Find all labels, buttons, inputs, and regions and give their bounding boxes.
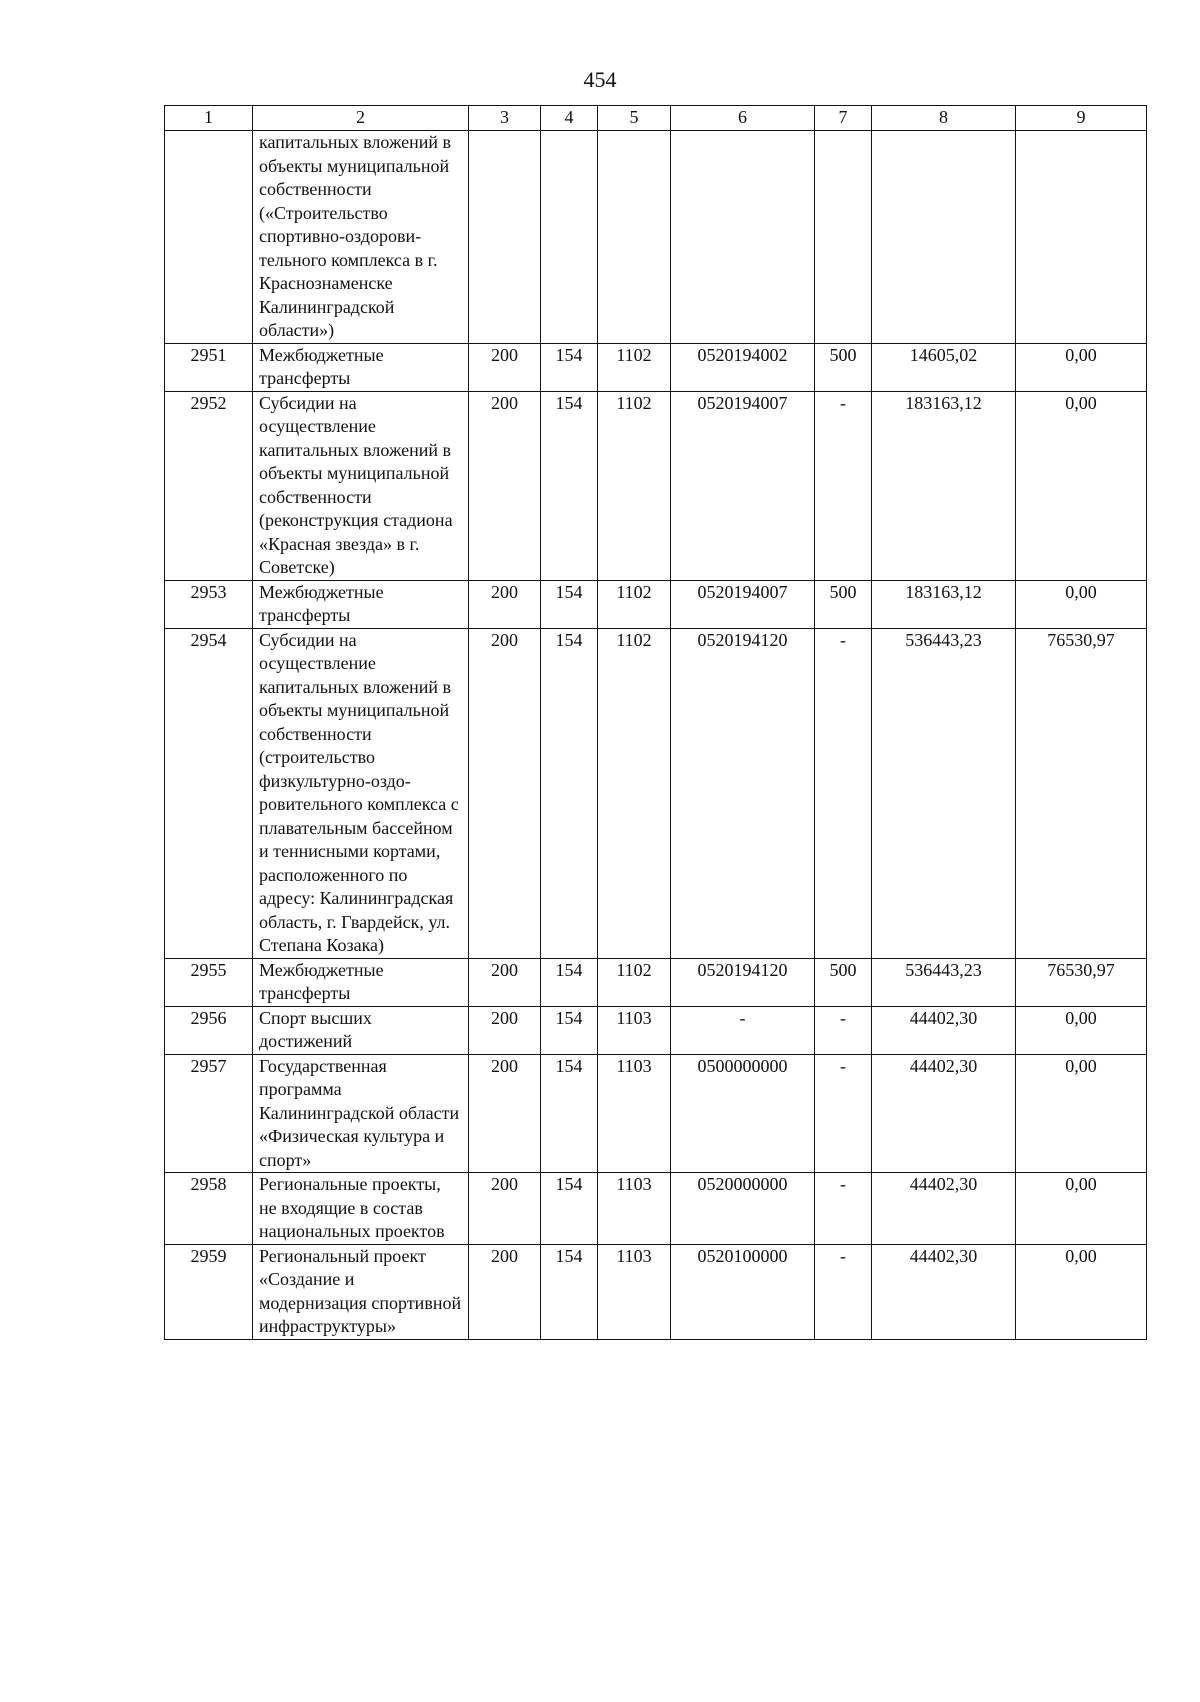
cell-col9: 76530,97 bbox=[1016, 628, 1147, 958]
cell-col9 bbox=[1016, 131, 1147, 344]
cell-col5: 1102 bbox=[598, 958, 671, 1006]
cell-col5: 1102 bbox=[598, 391, 671, 580]
cell-col4: 154 bbox=[541, 343, 598, 391]
cell-col7: - bbox=[815, 1244, 872, 1339]
row-name: Спорт высших достижений bbox=[253, 1006, 469, 1054]
table-row bbox=[165, 131, 1147, 344]
cell-col9: 0,00 bbox=[1016, 1173, 1147, 1245]
row-number: 2953 bbox=[165, 580, 253, 628]
column-header: 7 bbox=[815, 106, 872, 131]
column-header: 4 bbox=[541, 106, 598, 131]
table-row bbox=[165, 628, 1147, 958]
cell-col6: 0520194002 bbox=[671, 343, 815, 391]
row-name: капитальных вложений в объекты муниципальной собственности («Строительство спортивно-оздорови-тельного комплекса в г. Краснознаменске Калининградской области») bbox=[253, 131, 469, 344]
cell-col9: 0,00 bbox=[1016, 580, 1147, 628]
cell-col3: 200 bbox=[469, 1244, 541, 1339]
cell-col8: 536443,23 bbox=[872, 958, 1016, 1006]
cell-col7 bbox=[815, 131, 872, 344]
table-row bbox=[165, 1244, 1147, 1339]
row-name: Межбюджетные трансферты bbox=[253, 958, 469, 1006]
cell-col4: 154 bbox=[541, 1054, 598, 1173]
column-header: 9 bbox=[1016, 106, 1147, 131]
table-row bbox=[165, 580, 1147, 628]
cell-col5: 1102 bbox=[598, 628, 671, 958]
row-name: Межбюджетные трансферты bbox=[253, 580, 469, 628]
cell-col4: 154 bbox=[541, 1244, 598, 1339]
cell-col6: 0520194007 bbox=[671, 580, 815, 628]
row-number: 2959 bbox=[165, 1244, 253, 1339]
cell-col6: 0520100000 bbox=[671, 1244, 815, 1339]
row-number: 2957 bbox=[165, 1054, 253, 1173]
row-name: Государственная программа Калининградской области «Физическая культура и спорт» bbox=[253, 1054, 469, 1173]
cell-col3: 200 bbox=[469, 1173, 541, 1245]
cell-col3: 200 bbox=[469, 1006, 541, 1054]
table-row bbox=[165, 1006, 1147, 1054]
cell-col9: 0,00 bbox=[1016, 343, 1147, 391]
row-number: 2955 bbox=[165, 958, 253, 1006]
cell-col5: 1102 bbox=[598, 343, 671, 391]
row-number: 2956 bbox=[165, 1006, 253, 1054]
cell-col9: 0,00 bbox=[1016, 1244, 1147, 1339]
cell-col8: 44402,30 bbox=[872, 1006, 1016, 1054]
cell-col8: 44402,30 bbox=[872, 1173, 1016, 1245]
table-body bbox=[165, 131, 1147, 1340]
cell-col3: 200 bbox=[469, 628, 541, 958]
column-header: 6 bbox=[671, 106, 815, 131]
cell-col6: 0520194120 bbox=[671, 628, 815, 958]
cell-col4: 154 bbox=[541, 1006, 598, 1054]
page-number: 454 bbox=[583, 67, 617, 92]
cell-col8: 183163,12 bbox=[872, 580, 1016, 628]
row-number: 2954 bbox=[165, 628, 253, 958]
cell-col5: 1103 bbox=[598, 1173, 671, 1245]
cell-col9: 0,00 bbox=[1016, 391, 1147, 580]
column-header: 3 bbox=[469, 106, 541, 131]
column-header: 1 bbox=[165, 106, 253, 131]
cell-col4: 154 bbox=[541, 628, 598, 958]
row-name: Межбюджетные трансферты bbox=[253, 343, 469, 391]
cell-col9: 0,00 bbox=[1016, 1006, 1147, 1054]
cell-col6: 0520194120 bbox=[671, 958, 815, 1006]
cell-col3 bbox=[469, 131, 541, 344]
row-number: 2951 bbox=[165, 343, 253, 391]
table-row bbox=[165, 958, 1147, 1006]
row-name: Региональный проект «Создание и модернизация спортивной инфраструктуры» bbox=[253, 1244, 469, 1339]
cell-col4 bbox=[541, 131, 598, 344]
column-header: 5 bbox=[598, 106, 671, 131]
cell-col8 bbox=[872, 131, 1016, 344]
cell-col6: 0520194007 bbox=[671, 391, 815, 580]
cell-col7: - bbox=[815, 1173, 872, 1245]
cell-col6: 0520000000 bbox=[671, 1173, 815, 1245]
cell-col8: 183163,12 bbox=[872, 391, 1016, 580]
row-number bbox=[165, 131, 253, 344]
cell-col5: 1103 bbox=[598, 1006, 671, 1054]
cell-col7: 500 bbox=[815, 580, 872, 628]
cell-col7: - bbox=[815, 1054, 872, 1173]
column-header: 8 bbox=[872, 106, 1016, 131]
cell-col5 bbox=[598, 131, 671, 344]
budget-table bbox=[164, 105, 1147, 1340]
table-row bbox=[165, 1173, 1147, 1245]
cell-col3: 200 bbox=[469, 958, 541, 1006]
table-row bbox=[165, 343, 1147, 391]
cell-col5: 1102 bbox=[598, 580, 671, 628]
cell-col7: - bbox=[815, 628, 872, 958]
cell-col8: 14605,02 bbox=[872, 343, 1016, 391]
cell-col3: 200 bbox=[469, 343, 541, 391]
cell-col6 bbox=[671, 131, 815, 344]
cell-col4: 154 bbox=[541, 958, 598, 1006]
cell-col8: 44402,30 bbox=[872, 1244, 1016, 1339]
table-row bbox=[165, 391, 1147, 580]
cell-col9: 0,00 bbox=[1016, 1054, 1147, 1173]
cell-col9: 76530,97 bbox=[1016, 958, 1147, 1006]
row-name: Субсидии на осуществление капитальных вложений в объекты муниципальной собственности (реконструкция стадиона «Красная звезда» в г. Советске) bbox=[253, 391, 469, 580]
row-name: Региональные проекты, не входящие в состав национальных проектов bbox=[253, 1173, 469, 1245]
cell-col6: - bbox=[671, 1006, 815, 1054]
cell-col4: 154 bbox=[541, 580, 598, 628]
cell-col7: 500 bbox=[815, 343, 872, 391]
table-row bbox=[165, 1054, 1147, 1173]
cell-col5: 1103 bbox=[598, 1244, 671, 1339]
cell-col3: 200 bbox=[469, 391, 541, 580]
row-name: Субсидии на осуществление капитальных вложений в объекты муниципальной собственности (строительство физкультурно-оздо-ровительного комплекса с плавательным бассейном и теннисными кортами, расположенного по адресу: Калининградская область, г. Гвардейск, ул. Степана Козака) bbox=[253, 628, 469, 958]
header-row bbox=[165, 106, 1147, 131]
cell-col8: 44402,30 bbox=[872, 1054, 1016, 1173]
cell-col8: 536443,23 bbox=[872, 628, 1016, 958]
table-header bbox=[165, 106, 1147, 131]
cell-col6: 0500000000 bbox=[671, 1054, 815, 1173]
row-number: 2958 bbox=[165, 1173, 253, 1245]
cell-col4: 154 bbox=[541, 391, 598, 580]
cell-col7: - bbox=[815, 391, 872, 580]
cell-col5: 1103 bbox=[598, 1054, 671, 1173]
cell-col4: 154 bbox=[541, 1173, 598, 1245]
row-number: 2952 bbox=[165, 391, 253, 580]
cell-col7: - bbox=[815, 1006, 872, 1054]
cell-col3: 200 bbox=[469, 580, 541, 628]
cell-col3: 200 bbox=[469, 1054, 541, 1173]
cell-col7: 500 bbox=[815, 958, 872, 1006]
column-header: 2 bbox=[253, 106, 469, 131]
